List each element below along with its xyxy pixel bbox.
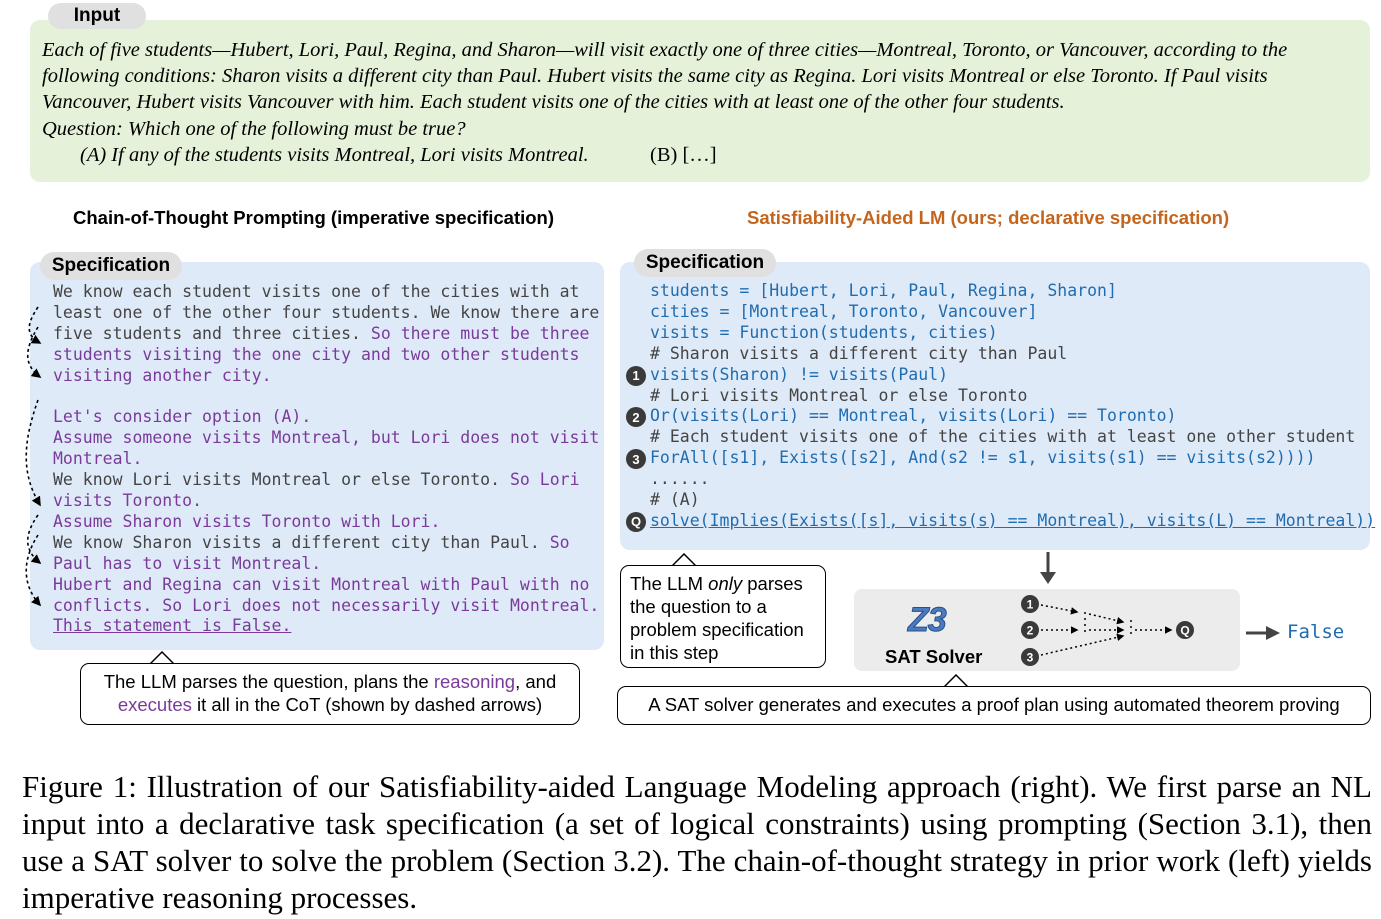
cot-line-reasoning: So there must be three — [370, 323, 590, 343]
cot-line — [53, 324, 589, 343]
mid-callout-text-2: parses the question to a problem specification in this step — [630, 573, 804, 663]
code-line: ForAll([s1], Exists([s2], And(s2 != s1, visits(s1) == visits(s2)))) — [650, 448, 1316, 468]
result-false: False — [1287, 621, 1345, 643]
cot-line — [53, 512, 440, 531]
code-line: visits(Sharon) != visits(Paul) — [650, 364, 949, 384]
cot-line-reasoning: Let's consider option (A). — [53, 407, 312, 427]
code-line: solve(Implies(Exists([s], visits(s) == Montreal), visits(L) == Montreal)) — [650, 510, 1376, 530]
input-line-3: Vancouver, Hubert visits Vancouver with him. Each student visits one of the cities with at least one of the other four students. — [42, 91, 1065, 113]
proof-graph — [1015, 592, 1205, 668]
cot-line-reasoning: So Lori — [509, 470, 580, 490]
cot-line-reasoning: visiting another city. — [53, 365, 272, 385]
code-line: students = [Hubert, Lori, Paul, Regina, Sharon] — [650, 281, 1117, 300]
cot-line — [53, 575, 589, 594]
cot-line — [53, 596, 599, 615]
cot-line — [53, 616, 291, 635]
cot-line-reasoning: So — [549, 532, 570, 552]
code-line: # Each student visits one of the cities with at least one other student — [650, 427, 1356, 447]
cot-line-reasoning: Montreal. — [53, 449, 143, 469]
result-arrow-icon — [1246, 624, 1282, 642]
sat-solver-callout — [617, 686, 1371, 725]
code-line: # Lori visits Montreal or else Toronto — [650, 385, 1028, 405]
cot-callout-text-2: , and — [515, 671, 557, 692]
input-option-b: (B) […] — [650, 144, 717, 166]
cot-line-reasoning: Assume someone visits Montreal, but Lori does not visit — [53, 428, 600, 448]
code-line: visits = Function(students, cities) — [650, 322, 998, 342]
cot-line — [53, 533, 570, 552]
cot-line — [53, 554, 321, 573]
cot-line — [53, 428, 599, 447]
cot-line — [53, 491, 202, 510]
cot-callout-text-1: The LLM parses the question, plans the — [103, 671, 434, 692]
input-tab: Input — [48, 3, 146, 29]
cot-line-text: five students and three cities. — [53, 323, 371, 343]
cot-spec-tab: Specification — [40, 252, 182, 280]
constraint-number-badge: 1 — [626, 366, 646, 386]
cot-line-text: We know Lori visits Montreal or else Toronto. — [53, 470, 510, 490]
input-line-2: following conditions: Sharon visits a different city than Paul. Hubert visits the same city as Regina. Lori visits Montreal or else Toronto. If Paul visits — [42, 65, 1268, 87]
figure-caption: Figure 1: Illustration of our Satisfiability-aided Language Modeling approach (right). We first parse an NL input into a declarative task specification (a set of logical constraints) using prompting (Section 3.1), then use a SAT solver to solve the problem (Section 3.2). The chain-of-thought strategy in prior work (left) yields imperative reasoning processes. — [22, 769, 1372, 915]
cot-line — [53, 366, 272, 385]
cot-line — [53, 303, 599, 322]
cot-line — [53, 470, 580, 489]
input-line-1: Each of five students—Hubert, Lori, Paul, Regina, and Sharon—will visit exactly one of three cities—Montreal, Toronto, or Vancouver, according to the — [42, 39, 1288, 61]
cot-line-text: We know each student visits one of the cities with at — [53, 282, 580, 301]
mid-callout-text-1: The LLM — [630, 573, 709, 594]
cot-line-reasoning: Assume Sharon visits Toronto with Lori. — [53, 511, 441, 531]
code-line: Or(visits(Lori) == Montreal, visits(Lori) == Toronto) — [650, 406, 1177, 426]
input-question: Question: Which one of the following must be true? — [42, 118, 466, 140]
code-line: # Sharon visits a different city than Paul — [650, 343, 1068, 363]
cot-line-reasoning: This statement is False. — [53, 616, 292, 636]
cot-callout — [80, 663, 580, 725]
constraint-number-badge: 3 — [626, 449, 646, 469]
dashed-arrows — [24, 295, 64, 615]
cot-callout-reasoning: reasoning — [433, 671, 516, 692]
sat-solver-callout-text: A SAT solver generates and executes a proof plan using automated theorem proving — [648, 694, 1340, 715]
input-option-a: (A) If any of the students visits Montreal, Lori visits Montreal. — [80, 144, 589, 166]
code-line: cities = [Montreal, Toronto, Vancouver] — [650, 301, 1038, 321]
cot-heading: Chain-of-Thought Prompting (imperative specification) — [73, 207, 554, 228]
cot-line — [53, 449, 142, 468]
satlm-spec-tab: Specification — [634, 249, 776, 277]
sat-solver-label: SAT Solver — [885, 646, 983, 667]
cot-line — [53, 407, 311, 426]
constraint-number-badge: Q — [626, 512, 646, 532]
cot-line — [53, 282, 580, 301]
constraint-number-badge: 2 — [626, 407, 646, 427]
cot-line-text: least one of the other four students. We know there are — [53, 302, 600, 322]
cot-line-reasoning: Paul has to visit Montreal. — [53, 553, 322, 573]
cot-line-text: We know Sharon visits a different city than Paul. — [53, 532, 550, 552]
code-line: # (A) — [650, 490, 700, 509]
cot-callout-text-3: it all in the CoT (shown by dashed arrows) — [191, 694, 543, 715]
cot-callout-executes: executes — [117, 694, 192, 715]
mid-callout-only: only — [708, 573, 743, 594]
cot-line-reasoning: conflicts. So Lori does not necessarily visit Montreal. — [53, 595, 600, 615]
node-3-label: 3 — [1026, 650, 1034, 665]
cot-line-reasoning: visits Toronto. — [53, 491, 203, 510]
z3-logo: Z3 — [908, 601, 946, 639]
node-2-label: 2 — [1026, 623, 1034, 638]
cot-line-reasoning: students visiting the one city and two other students — [53, 344, 580, 364]
cot-line-reasoning: Hubert and Regina can visit Montreal with Paul with no — [53, 574, 590, 594]
node-1-label: 1 — [1026, 597, 1034, 612]
cot-line — [53, 345, 580, 364]
down-arrow-icon — [1038, 552, 1058, 586]
satlm-heading: Satisfiability-Aided LM (ours; declarative specification) — [747, 207, 1230, 228]
node-q-label: Q — [1180, 623, 1190, 638]
code-line: ...... — [650, 469, 710, 489]
llm-only-callout — [620, 565, 826, 668]
